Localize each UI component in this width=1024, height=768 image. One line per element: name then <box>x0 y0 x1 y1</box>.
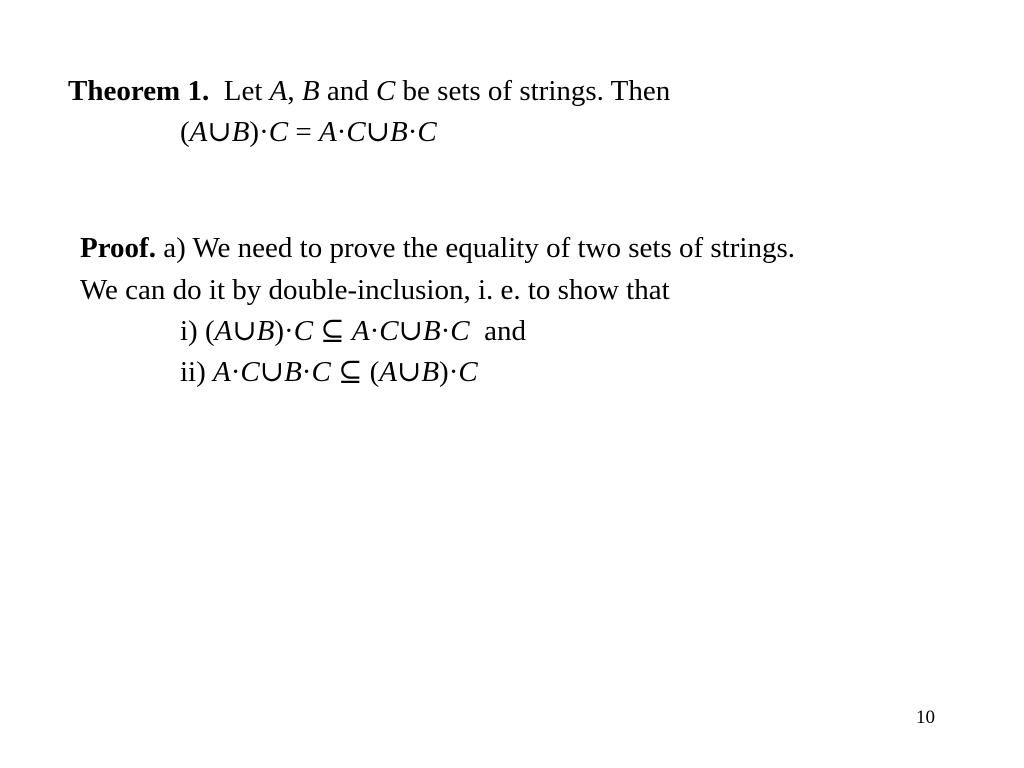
math-var-a: A <box>214 315 233 347</box>
math-var-b: B <box>422 315 441 347</box>
math-var-c: C <box>379 315 399 347</box>
concat-dot: · <box>440 315 451 347</box>
item-label: i) ( <box>180 315 215 347</box>
proof-line-2: We can do it by double-inclusion, i. e. to show that <box>80 274 670 306</box>
theorem-equation <box>180 118 437 147</box>
union-symbol: ∪ <box>398 315 423 347</box>
math-var-b: B <box>231 116 250 148</box>
subseteq-symbol: ⊆ <box>313 315 352 347</box>
proof-line-1 <box>80 234 795 263</box>
math-var-c: C <box>311 356 331 388</box>
math-var-a: A <box>351 315 370 347</box>
math-var-c: C <box>240 356 260 388</box>
math-var-c: C <box>293 315 314 347</box>
math-var-b: B <box>284 356 302 388</box>
math-var-c: C <box>268 116 289 148</box>
concat-dot: · <box>301 356 312 388</box>
math-var-c: C <box>450 315 470 347</box>
math-var-c: C <box>375 75 396 107</box>
math-paren-dot: )· <box>249 116 269 148</box>
math-var-b: B <box>421 356 440 388</box>
item-tail: and <box>469 315 527 347</box>
theorem-text: and <box>319 75 376 107</box>
item-label: ii) <box>180 356 214 388</box>
equals-symbol: = <box>288 116 319 148</box>
theorem-heading: Theorem 1. <box>68 75 210 107</box>
math-var-c: C <box>458 356 478 388</box>
proof-heading: Proof. <box>80 232 156 264</box>
math-var-a: A <box>379 356 398 388</box>
math-var-a: A <box>269 75 288 107</box>
theorem-text: , <box>287 75 302 107</box>
math-var-b: B <box>390 116 408 148</box>
concat-dot: · <box>407 116 418 148</box>
math-var-a: A <box>213 356 231 388</box>
math-paren: ( <box>369 356 380 388</box>
concat-dot: · <box>336 116 347 148</box>
proof-item-ii <box>180 358 478 387</box>
union-symbol: ∪ <box>397 356 422 388</box>
math-paren-dot: )· <box>439 356 459 388</box>
math-var-a: A <box>189 116 208 148</box>
math-var-b: B <box>256 315 275 347</box>
math-paren: ( <box>180 116 190 148</box>
theorem-text: be sets of strings. Then <box>395 75 671 107</box>
union-symbol: ∪ <box>259 356 285 388</box>
proof-text: a) We need to prove the equality of two sets of strings. <box>155 232 795 264</box>
page-number: 10 <box>916 707 935 728</box>
math-var-b: B <box>301 75 320 107</box>
concat-dot: · <box>230 356 241 388</box>
union-symbol: ∪ <box>365 116 390 148</box>
concat-dot: · <box>369 315 380 347</box>
math-var-a: A <box>318 116 337 148</box>
union-symbol: ∪ <box>207 116 232 148</box>
math-paren-dot: )· <box>274 315 294 347</box>
math-var-c: C <box>346 116 366 148</box>
theorem-text: Let <box>223 75 270 107</box>
theorem-statement <box>68 77 670 106</box>
math-var-c: C <box>417 116 437 148</box>
proof-item-i <box>180 317 526 346</box>
union-symbol: ∪ <box>232 315 257 347</box>
subseteq-symbol: ⊆ <box>330 356 370 388</box>
